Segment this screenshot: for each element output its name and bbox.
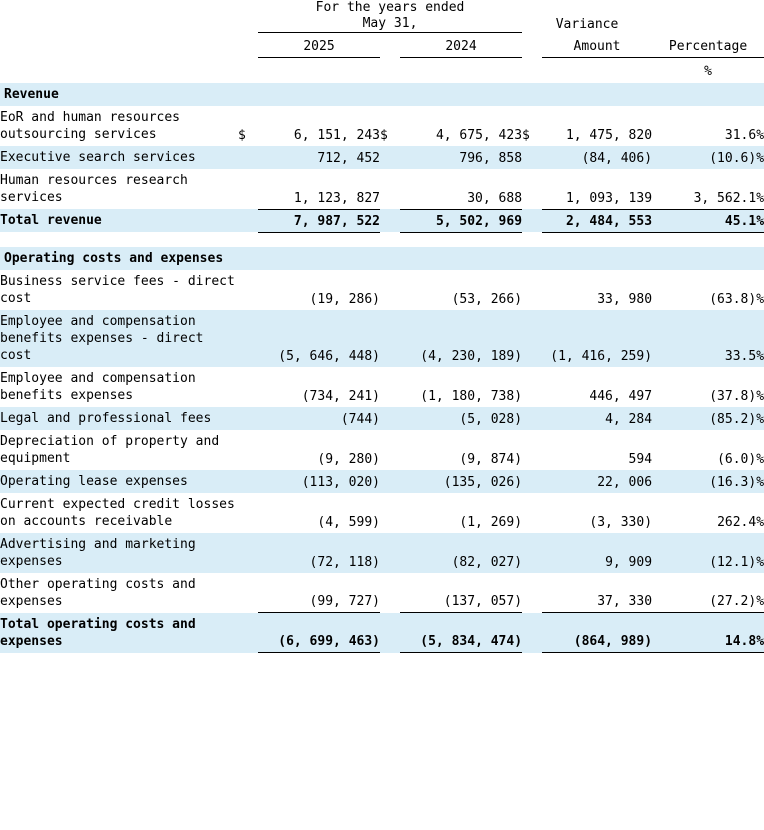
currency-symbol-amount: $ — [522, 128, 530, 143]
value-2025: (6, 699, 463) — [258, 613, 380, 653]
value-variance-amount: 22, 006 — [597, 474, 653, 490]
value-variance-percentage: (6.0)% — [717, 451, 764, 467]
value-2024: (1, 180, 738) — [420, 388, 523, 404]
currency-symbol-2025 — [238, 407, 258, 430]
value-2025: (4, 599) — [317, 514, 380, 530]
value-2024: 4, 675, 423 — [435, 128, 523, 143]
currency-symbol-amount — [522, 209, 542, 232]
value-variance-amount: (864, 989) — [542, 613, 652, 653]
section-title-row — [0, 83, 764, 106]
value-2025: 1, 123, 827 — [258, 169, 380, 209]
value-2025: (734, 241) — [301, 388, 380, 404]
currency-symbol-2024 — [380, 573, 400, 613]
row-label: EoR and human resources outsourcing services — [0, 110, 181, 142]
table-row — [0, 407, 764, 430]
header-period-line1: For the years ended — [315, 0, 465, 15]
header-period-line2: May 31, — [362, 16, 418, 31]
value-variance-amount: 9, 909 — [605, 554, 653, 570]
currency-symbol-2024 — [380, 367, 400, 407]
value-variance-percentage: (12.1)% — [709, 554, 764, 570]
value-2024: (53, 266) — [451, 291, 523, 307]
table-row — [0, 613, 764, 653]
value-variance-amount: 4, 284 — [605, 411, 653, 427]
currency-symbol-amount — [522, 146, 542, 169]
currency-symbol-amount — [522, 169, 542, 209]
currency-symbol-2025 — [238, 493, 258, 533]
value-2024: 5, 502, 969 — [400, 209, 522, 232]
value-2025: (744) — [340, 411, 380, 427]
row-label: Employee and compensation benefits expenses — [0, 370, 196, 403]
row-label: Executive search services — [0, 150, 196, 165]
table-row — [0, 169, 764, 209]
value-variance-percentage: (27.2)% — [652, 573, 764, 613]
table-row — [0, 367, 764, 407]
value-variance-amount: 594 — [628, 451, 653, 467]
value-variance-percentage: 45.1% — [652, 209, 764, 232]
currency-symbol-2024 — [380, 470, 400, 493]
row-label: Advertising and marketing expenses — [0, 536, 196, 569]
currency-symbol-2025 — [238, 209, 258, 232]
currency-symbol-amount — [522, 430, 542, 470]
value-2025: (72, 118) — [309, 554, 380, 570]
row-label: Business service fees ‐ direct cost — [0, 273, 235, 306]
currency-symbol-2025 — [238, 430, 258, 470]
currency-symbol-2025 — [238, 169, 258, 209]
value-2024: 796, 858 — [459, 151, 523, 166]
value-2025: (113, 020) — [301, 474, 380, 490]
value-2024: (1, 269) — [459, 514, 523, 530]
value-2025: 712, 452 — [317, 151, 380, 166]
value-variance-percentage: 262.4% — [717, 514, 764, 530]
value-2024: (135, 026) — [443, 474, 523, 490]
header-col-2025: 2025 — [258, 33, 380, 58]
currency-symbol-2024 — [380, 613, 400, 653]
table-row — [0, 310, 764, 367]
currency-symbol-2024: $ — [380, 128, 388, 143]
section-title: Operating costs and expenses — [4, 250, 224, 266]
currency-symbol-2025 — [238, 533, 258, 573]
value-2024: (9, 874) — [459, 451, 523, 467]
section-title: Revenue — [4, 87, 59, 102]
currency-symbol-2024 — [380, 169, 400, 209]
row-label: Operating lease expenses — [0, 473, 188, 489]
row-label: Employee and compensation benefits expenses ‐ direct cost — [0, 313, 204, 363]
row-label: Legal and professional fees — [0, 410, 212, 426]
currency-symbol-amount — [522, 407, 542, 430]
value-variance-amount: 2, 484, 553 — [542, 209, 652, 232]
value-variance-amount: 1, 475, 820 — [565, 128, 653, 143]
currency-symbol-2024 — [380, 407, 400, 430]
value-variance-amount: 1, 093, 139 — [542, 169, 652, 209]
header-variance-title — [522, 0, 652, 33]
value-2025: 6, 151, 243 — [293, 128, 380, 143]
currency-symbol-2024 — [380, 146, 400, 169]
table-row — [0, 430, 764, 470]
currency-symbol-amount — [522, 470, 542, 493]
value-variance-percentage: 31.6% — [724, 128, 764, 143]
value-variance-percentage: (85.2)% — [709, 411, 764, 427]
currency-symbol-2024 — [380, 270, 400, 310]
currency-symbol-2024 — [380, 209, 400, 232]
table-row — [0, 573, 764, 613]
value-variance-percentage: (16.3)% — [709, 474, 764, 490]
row-label: Human resources research services — [0, 173, 188, 205]
table-row — [0, 493, 764, 533]
value-2025: (5, 646, 448) — [278, 348, 380, 364]
row-label: Depreciation of property and equipment — [0, 433, 220, 466]
row-label: Current expected credit losses on accounts receivable — [0, 496, 235, 529]
table-row — [0, 209, 764, 232]
header-col-percentage: Percentage — [652, 33, 764, 58]
table-row — [0, 106, 764, 146]
currency-symbol-2025 — [238, 270, 258, 310]
currency-symbol-2025 — [238, 146, 258, 169]
section-title-row — [0, 247, 764, 270]
header-col-2024: 2024 — [400, 33, 522, 58]
currency-symbol-amount — [522, 533, 542, 573]
value-variance-percentage: 14.8% — [652, 613, 764, 653]
header-row-columns — [0, 33, 764, 58]
value-variance-amount: (1, 416, 259) — [550, 348, 653, 364]
value-variance-percentage: (10.6)% — [709, 151, 764, 166]
currency-symbol-amount — [522, 270, 542, 310]
table-row — [0, 146, 764, 169]
value-2024: (82, 027) — [451, 554, 523, 570]
value-variance-percentage: 3, 562.1% — [652, 169, 764, 209]
currency-symbol-2025 — [238, 470, 258, 493]
header-row-pct-symbol — [0, 58, 764, 84]
header-row-titles — [0, 0, 764, 33]
row-label: Total revenue — [0, 213, 102, 228]
currency-symbol-2024 — [380, 310, 400, 367]
value-2024: 30, 688 — [400, 169, 522, 209]
currency-symbol-amount — [522, 613, 542, 653]
table-row — [0, 533, 764, 573]
section-spacer — [0, 232, 764, 247]
currency-symbol-amount — [522, 367, 542, 407]
value-2025: 7, 987, 522 — [258, 209, 380, 232]
currency-symbol-amount — [522, 310, 542, 367]
header-variance-label: Variance — [555, 16, 619, 32]
currency-symbol-2025 — [238, 573, 258, 613]
value-2025: (99, 727) — [258, 573, 380, 613]
currency-symbol-2024 — [380, 430, 400, 470]
value-variance-percentage: (63.8)% — [709, 291, 764, 307]
value-variance-amount: 446, 497 — [589, 388, 653, 404]
value-variance-percentage: 33.5% — [724, 348, 764, 364]
currency-symbol-2025 — [238, 367, 258, 407]
value-variance-amount: (84, 406) — [581, 151, 653, 166]
currency-symbol-2025: $ — [238, 128, 246, 143]
row-label: Other operating costs and expenses — [0, 576, 196, 609]
value-2025: (19, 286) — [309, 291, 380, 307]
table-row — [0, 470, 764, 493]
value-2024: (137, 057) — [400, 573, 522, 613]
header-period-title — [258, 0, 522, 33]
value-2024: (5, 834, 474) — [400, 613, 522, 653]
value-2024: (4, 230, 189) — [420, 348, 523, 364]
value-variance-percentage: (37.8)% — [709, 388, 764, 404]
table-row — [0, 270, 764, 310]
currency-symbol-amount — [522, 573, 542, 613]
currency-symbol-amount — [522, 493, 542, 533]
value-2025: (9, 280) — [317, 451, 380, 467]
currency-symbol-2024 — [380, 533, 400, 573]
value-variance-amount: (3, 330) — [589, 514, 653, 530]
currency-symbol-2025 — [238, 613, 258, 653]
header-col-amount: Amount — [542, 33, 652, 58]
currency-symbol-2024 — [380, 493, 400, 533]
value-variance-amount: 37, 330 — [542, 573, 652, 613]
row-label: Total operating costs and expenses — [0, 616, 196, 649]
value-2024: (5, 028) — [459, 411, 523, 427]
header-pct-symbol: % — [704, 64, 712, 79]
value-variance-amount: 33, 980 — [597, 291, 653, 307]
currency-symbol-2025 — [238, 310, 258, 367]
